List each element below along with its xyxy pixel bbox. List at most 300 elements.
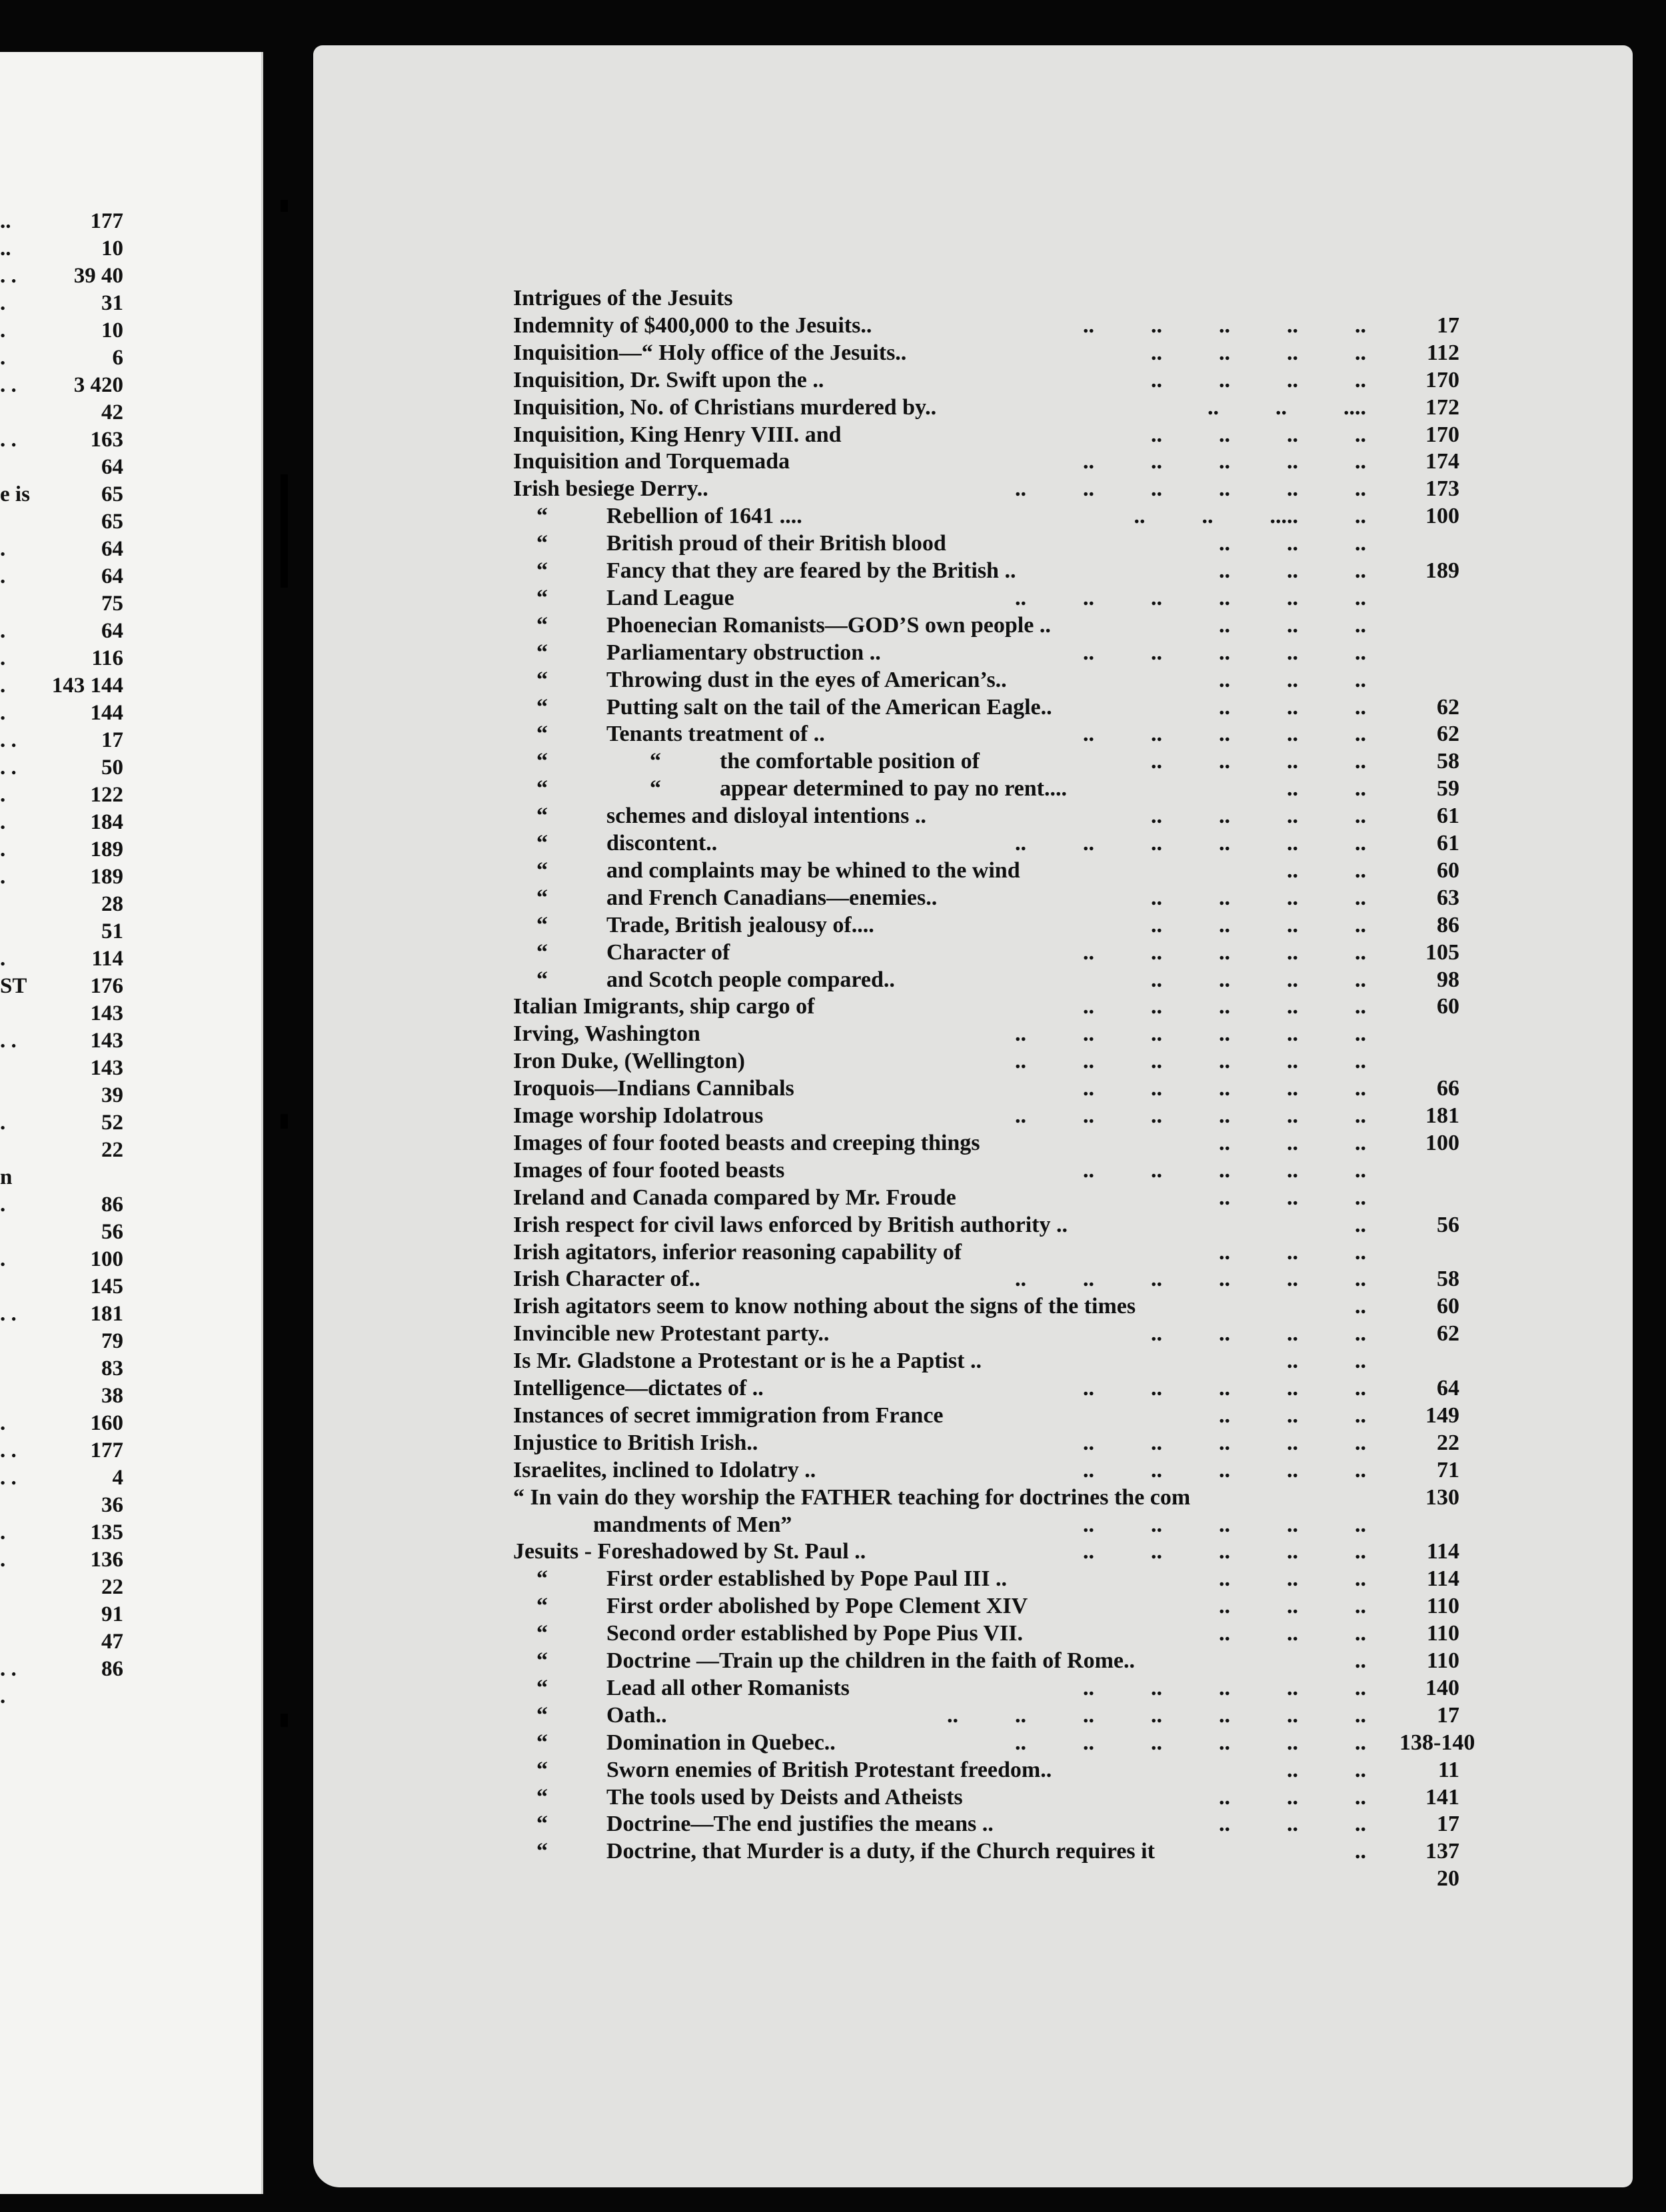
entry-text: Intelligence—dictates of .. bbox=[513, 1376, 764, 1400]
entry-text: Images of four footed beasts and creeping things bbox=[513, 1130, 980, 1155]
entry-text: Inquisition—“ Holy office of the Jesuits.. bbox=[513, 340, 907, 365]
page-number: 141 bbox=[1425, 1784, 1459, 1810]
index-entry bbox=[313, 1321, 1633, 1347]
entry-text: First order established by Pope Paul III .. bbox=[606, 1566, 1008, 1592]
entry-text: Rebellion of 1641 .... bbox=[606, 504, 802, 529]
entry-text: Oath.. bbox=[606, 1702, 667, 1728]
leader-dots: .. .. .. .. .. bbox=[1083, 939, 1366, 965]
entry-text: Domination in Quebec.. bbox=[606, 1730, 836, 1755]
left-index-row bbox=[0, 235, 253, 262]
entry-text: Intrigues of the Jesuits bbox=[513, 286, 733, 310]
page-number: 112 bbox=[1426, 340, 1459, 365]
index-entry bbox=[313, 1866, 1633, 1892]
left-index-row bbox=[0, 700, 253, 726]
index-entry bbox=[313, 721, 1633, 748]
left-page-number: 50 bbox=[101, 756, 123, 780]
left-index-fragment: . bbox=[0, 947, 6, 971]
leader-dots: .. .. .. bbox=[1219, 1185, 1366, 1210]
page-number: 64 bbox=[1437, 1376, 1459, 1400]
ditto-mark: “ bbox=[536, 1839, 548, 1864]
entry-text: Parliamentary obstruction .. bbox=[606, 640, 881, 665]
left-index-row bbox=[0, 263, 253, 289]
entry-text: Phoenecian Romanists—GOD’S own people .. bbox=[606, 612, 1051, 638]
left-index-fragment: n bbox=[0, 1165, 13, 1189]
left-page-number: 143 144 bbox=[51, 674, 123, 698]
leader-dots: .. bbox=[1355, 1648, 1366, 1673]
page-number: 100 bbox=[1425, 1130, 1459, 1155]
leader-dots: .. .. .. .. bbox=[1151, 1321, 1366, 1347]
leader-dots: .. .. .. .. bbox=[1151, 422, 1366, 447]
entry-text: Doctrine, that Murder is a duty, if the Church requires it bbox=[606, 1839, 1155, 1864]
index-entry bbox=[313, 1593, 1633, 1620]
index-entry bbox=[313, 1512, 1633, 1538]
entry-text: Iroquois—Indians Cannibals bbox=[513, 1076, 794, 1101]
entry-text: appear determined to pay no rent.... bbox=[720, 776, 1068, 802]
index-entry bbox=[313, 885, 1633, 911]
left-page-number: 160 bbox=[90, 1411, 123, 1435]
left-page-number: 135 bbox=[90, 1520, 123, 1544]
leader-dots: .. .. .. .. .. .. .. bbox=[947, 1702, 1366, 1728]
index-entry bbox=[313, 803, 1633, 830]
leader-dots: .. .. bbox=[1287, 1757, 1366, 1782]
leader-dots: .. .. .. .. .. .. bbox=[1015, 831, 1366, 855]
ditto-mark: “ bbox=[536, 1648, 548, 1673]
left-index-fragment: . bbox=[0, 564, 6, 588]
page-number: 58 bbox=[1437, 749, 1459, 774]
left-page-number: 42 bbox=[101, 400, 123, 424]
left-page-number: 17 bbox=[101, 728, 123, 752]
page-number: 114 bbox=[1426, 1539, 1459, 1564]
left-index-fragment: . bbox=[0, 783, 6, 807]
left-index-row bbox=[0, 1164, 253, 1191]
index-entry bbox=[313, 1075, 1633, 1102]
index-entry bbox=[313, 1457, 1633, 1484]
page-number: 140 bbox=[1425, 1675, 1459, 1700]
ditto-mark: “ bbox=[536, 558, 548, 583]
left-page-number: 122 bbox=[90, 783, 123, 807]
left-page-number: 64 bbox=[101, 564, 123, 588]
entry-text: Second order established by Pope Pius VII. bbox=[606, 1621, 1023, 1646]
left-index-fragment: . bbox=[0, 1111, 6, 1135]
left-index-row bbox=[0, 891, 253, 917]
leader-dots: .. .. .. bbox=[1219, 1239, 1366, 1265]
leader-dots: .. .. bbox=[1287, 857, 1366, 883]
index-entry bbox=[313, 640, 1633, 666]
page-number: 71 bbox=[1437, 1457, 1459, 1482]
binding-mark bbox=[281, 1114, 288, 1129]
left-index-row bbox=[0, 672, 253, 699]
left-index-row bbox=[0, 945, 253, 972]
leader-dots: .. .. .. bbox=[1219, 1566, 1366, 1592]
page-number: 98 bbox=[1437, 967, 1459, 992]
entry-text: Iron Duke, (Wellington) bbox=[513, 1049, 745, 1074]
left-page-number: 114 bbox=[91, 947, 123, 971]
page-number: 137 bbox=[1425, 1839, 1459, 1864]
index-entry bbox=[313, 558, 1633, 584]
leader-dots: .. .. .. .. .. bbox=[1083, 449, 1366, 474]
left-index-fragment: . bbox=[0, 1548, 6, 1572]
left-index-fragment: . . bbox=[0, 1029, 17, 1053]
ditto-mark: “ bbox=[536, 667, 548, 692]
left-index-fragment: . bbox=[0, 701, 6, 725]
left-index-row bbox=[0, 508, 253, 535]
index-page bbox=[313, 45, 1633, 2187]
entry-text: Inquisition and Torquemada bbox=[513, 449, 790, 474]
left-index-row bbox=[0, 290, 253, 316]
index-entry bbox=[313, 1730, 1633, 1756]
ditto-mark: “ bbox=[536, 612, 548, 638]
ditto-mark: “ bbox=[536, 1702, 548, 1728]
index-entry bbox=[313, 503, 1633, 530]
left-index-row bbox=[0, 645, 253, 672]
ditto-mark: “ bbox=[650, 776, 662, 802]
left-index-row bbox=[0, 863, 253, 890]
page-number: 17 bbox=[1437, 312, 1459, 338]
page-number: 17 bbox=[1437, 1812, 1459, 1837]
left-page-number: 39 40 bbox=[73, 264, 123, 288]
page-number: 56 bbox=[1437, 1212, 1459, 1237]
entry-text: Injustice to British Irish.. bbox=[513, 1430, 758, 1455]
leader-dots: .. .. .. .. bbox=[1151, 340, 1366, 365]
entry-text: schemes and disloyal intentions .. bbox=[606, 804, 926, 829]
left-index-row bbox=[0, 1027, 253, 1054]
index-entry bbox=[313, 667, 1633, 694]
left-index-row bbox=[0, 1109, 253, 1136]
left-index-row bbox=[0, 1273, 253, 1300]
left-index-row bbox=[0, 1519, 253, 1546]
index-entry bbox=[313, 530, 1633, 557]
left-page-number: 83 bbox=[101, 1357, 123, 1381]
left-page-number: 189 bbox=[90, 865, 123, 889]
index-entry bbox=[313, 1239, 1633, 1266]
index-list bbox=[313, 45, 1633, 2187]
index-entry bbox=[313, 939, 1633, 966]
left-index-row bbox=[0, 317, 253, 344]
left-index-fragment: . . bbox=[0, 264, 17, 288]
left-index-fragment: . . bbox=[0, 1438, 17, 1462]
left-page-number: 65 bbox=[101, 510, 123, 534]
left-page-number: 22 bbox=[101, 1575, 123, 1599]
leader-dots: .. .. .. .. .. bbox=[1083, 1430, 1366, 1455]
left-page-number: 31 bbox=[101, 291, 123, 315]
left-page-number: 184 bbox=[90, 810, 123, 834]
entry-text: Israelites, inclined to Idolatry .. bbox=[513, 1457, 816, 1482]
left-page-number: 65 bbox=[101, 482, 123, 506]
page-number: 58 bbox=[1437, 1267, 1459, 1292]
ditto-mark: “ bbox=[536, 885, 548, 910]
left-page-number: 143 bbox=[90, 1029, 123, 1053]
left-index-row bbox=[0, 399, 253, 426]
ditto-mark: “ bbox=[650, 749, 662, 774]
left-index-row bbox=[0, 426, 253, 453]
left-index-fragment: . bbox=[0, 537, 6, 561]
left-index-row bbox=[0, 782, 253, 808]
page-number: 86 bbox=[1437, 912, 1459, 937]
left-index-row bbox=[0, 1219, 253, 1245]
left-page-number: 10 bbox=[101, 237, 123, 261]
leader-dots: .. .. .. bbox=[1219, 1812, 1366, 1837]
left-page-number: 177 bbox=[90, 209, 123, 233]
entry-text: mandments of Men” bbox=[593, 1512, 792, 1537]
index-entry bbox=[313, 1021, 1633, 1047]
index-entry bbox=[313, 1484, 1633, 1511]
index-entry bbox=[313, 694, 1633, 721]
left-index-row bbox=[0, 1546, 253, 1573]
ditto-mark: “ bbox=[536, 585, 548, 610]
page-number: 60 bbox=[1437, 1294, 1459, 1319]
ditto-mark: “ bbox=[536, 804, 548, 829]
left-page-number: 143 bbox=[90, 1056, 123, 1080]
page-number: 174 bbox=[1425, 449, 1459, 474]
left-index-fragment: . bbox=[0, 810, 6, 834]
left-index-row bbox=[0, 1055, 253, 1081]
binding-mark bbox=[281, 1714, 288, 1727]
index-entry bbox=[313, 1103, 1633, 1129]
leader-dots: .. .. .. .. .. bbox=[1083, 1457, 1366, 1482]
left-index-fragment: . bbox=[0, 346, 6, 370]
index-entry bbox=[313, 1784, 1633, 1811]
leader-dots: .. .. .. .. bbox=[1151, 367, 1366, 392]
index-entry bbox=[313, 1430, 1633, 1456]
index-entry bbox=[313, 1648, 1633, 1674]
leader-dots: .. .. .. .. .. bbox=[1083, 1512, 1366, 1537]
left-page-number: 176 bbox=[90, 974, 123, 998]
index-entry bbox=[313, 1702, 1633, 1729]
page-number: 149 bbox=[1425, 1402, 1459, 1428]
leader-dots: .. bbox=[1355, 1839, 1366, 1864]
ditto-mark: “ bbox=[536, 694, 548, 720]
page-number: 63 bbox=[1437, 885, 1459, 910]
binding-mark bbox=[281, 474, 288, 588]
entry-text: British proud of their British blood bbox=[606, 531, 946, 556]
leader-dots: .. .. bbox=[1287, 1349, 1366, 1374]
left-index-row bbox=[0, 1574, 253, 1600]
leader-dots: .. .. .. .. .. bbox=[1083, 1539, 1366, 1564]
entry-text: Doctrine—The end justifies the means .. bbox=[606, 1812, 994, 1837]
ditto-mark: “ bbox=[536, 504, 548, 529]
index-entry bbox=[313, 1757, 1633, 1784]
entry-text: Fancy that they are feared by the British .. bbox=[606, 558, 1016, 583]
left-page-number: 189 bbox=[90, 837, 123, 861]
ditto-mark: “ bbox=[536, 912, 548, 937]
page-number: 17 bbox=[1437, 1702, 1459, 1728]
leader-dots: .. .. .. .. .. .. bbox=[1015, 1267, 1366, 1292]
left-index-fragment: ST bbox=[0, 974, 27, 998]
index-entry bbox=[313, 1185, 1633, 1211]
entry-text: Putting salt on the tail of the American Eagle.. bbox=[606, 694, 1052, 720]
left-page-number: 163 bbox=[90, 428, 123, 452]
left-index-row bbox=[0, 1601, 253, 1628]
index-entry bbox=[313, 585, 1633, 612]
left-page-number: 145 bbox=[90, 1275, 123, 1299]
entry-text: The tools used by Deists and Atheists bbox=[606, 1784, 963, 1810]
leader-dots: .. .. .. .. .. bbox=[1083, 1157, 1366, 1183]
left-index-row bbox=[0, 1656, 253, 1682]
page-number: 105 bbox=[1425, 939, 1459, 965]
left-index-fragment: . bbox=[0, 1193, 6, 1217]
left-page-number: 86 bbox=[101, 1657, 123, 1681]
left-index-row bbox=[0, 208, 253, 235]
entry-text: Inquisition, King Henry VIII. and bbox=[513, 422, 842, 447]
index-entry bbox=[313, 394, 1633, 421]
index-entry bbox=[313, 1157, 1633, 1184]
index-entry bbox=[313, 1566, 1633, 1592]
entry-text: Images of four footed beasts bbox=[513, 1157, 785, 1183]
left-page-number: 144 bbox=[90, 701, 123, 725]
left-index-row bbox=[0, 590, 253, 617]
left-index-fragment: . . bbox=[0, 1657, 17, 1681]
entry-text: Inquisition, Dr. Swift upon the .. bbox=[513, 367, 824, 392]
index-entry bbox=[313, 857, 1633, 884]
page-number: 61 bbox=[1437, 831, 1459, 855]
index-entry bbox=[313, 448, 1633, 475]
left-index-fragment: . . bbox=[0, 728, 17, 752]
left-index-fragment: . . bbox=[0, 373, 17, 397]
entry-text: Jesuits - Foreshadowed by St. Paul .. bbox=[513, 1539, 866, 1564]
left-index-fragment: . bbox=[0, 646, 6, 670]
left-page-number: 79 bbox=[101, 1329, 123, 1353]
left-index-row bbox=[0, 727, 253, 754]
leader-dots: .. .. .. .. .. bbox=[1083, 1675, 1366, 1700]
index-entry bbox=[313, 1130, 1633, 1157]
page-number: 62 bbox=[1437, 694, 1459, 720]
ditto-mark: “ bbox=[536, 531, 548, 556]
page-number: 110 bbox=[1426, 1594, 1459, 1619]
left-index-fragment: . bbox=[0, 619, 6, 643]
page-number: 66 bbox=[1437, 1076, 1459, 1101]
entry-text: Irish besiege Derry.. bbox=[513, 476, 708, 502]
left-page-number: 56 bbox=[101, 1220, 123, 1244]
entry-text: Sworn enemies of British Protestant freedom.. bbox=[606, 1757, 1052, 1782]
left-page-number: 47 bbox=[101, 1630, 123, 1654]
index-entry bbox=[313, 1266, 1633, 1293]
left-index-row bbox=[0, 1437, 253, 1464]
left-page-number: 51 bbox=[101, 919, 123, 943]
left-index-row bbox=[0, 344, 253, 371]
leader-dots: .. .. .. bbox=[1219, 1784, 1366, 1810]
left-index-row bbox=[0, 1628, 253, 1655]
entry-text: Trade, British jealousy of.... bbox=[606, 912, 874, 937]
ditto-mark: “ bbox=[536, 749, 548, 774]
left-index-row bbox=[0, 973, 253, 999]
left-page-number: 136 bbox=[90, 1548, 123, 1572]
page-number: 110 bbox=[1426, 1648, 1459, 1673]
index-entry bbox=[313, 776, 1633, 802]
ditto-mark: “ bbox=[536, 722, 548, 747]
ditto-mark: “ bbox=[536, 1784, 548, 1810]
ditto-mark: “ bbox=[536, 640, 548, 665]
entry-text: First order abolished by Pope Clement XIV bbox=[606, 1594, 1028, 1619]
index-entry bbox=[313, 1348, 1633, 1375]
leader-dots: .. .. .. .. .. bbox=[1083, 640, 1366, 665]
page-number: 110 bbox=[1426, 1621, 1459, 1646]
left-index-row bbox=[0, 1464, 253, 1491]
left-index-fragment: . . bbox=[0, 428, 17, 452]
entry-text: Instances of secret immigration from France bbox=[513, 1402, 944, 1428]
left-index-row bbox=[0, 536, 253, 562]
page-number: 130 bbox=[1425, 1484, 1459, 1510]
ditto-mark: “ bbox=[536, 1621, 548, 1646]
left-index-row bbox=[0, 1410, 253, 1436]
leader-dots: .. .. .. .. bbox=[1151, 749, 1366, 774]
entry-text: Italian Imigrants, ship cargo of bbox=[513, 994, 815, 1019]
entry-text: the comfortable position of bbox=[720, 749, 980, 774]
page-number: 20 bbox=[1437, 1866, 1459, 1892]
leader-dots: .. bbox=[1355, 1294, 1366, 1319]
leader-dots: .. .. .. .. .. .. bbox=[1015, 1730, 1366, 1755]
ditto-mark: “ bbox=[536, 776, 548, 802]
leader-dots: .. .. .. .. bbox=[1151, 885, 1366, 910]
entry-text: Tenants treatment of .. bbox=[606, 722, 825, 747]
entry-text: Doctrine —Train up the children in the faith of Rome.. bbox=[606, 1648, 1135, 1673]
entry-text: “ In vain do they worship the FATHER teaching for doctrines the com bbox=[513, 1484, 1191, 1510]
ditto-mark: “ bbox=[536, 1566, 548, 1592]
index-entry bbox=[313, 1675, 1633, 1702]
left-index-row bbox=[0, 372, 253, 398]
left-index-fragment: . bbox=[0, 291, 6, 315]
entry-text: discontent.. bbox=[606, 831, 718, 855]
page-number: 62 bbox=[1437, 1321, 1459, 1347]
entry-text: Land League bbox=[606, 585, 734, 610]
left-page-number: 52 bbox=[101, 1111, 123, 1135]
entry-text: and complaints may be whined to the wind bbox=[606, 857, 1020, 883]
leader-dots: .. .. .. .. .. .. bbox=[1015, 1103, 1366, 1128]
ditto-mark: “ bbox=[536, 857, 548, 883]
left-index-row bbox=[0, 1301, 253, 1327]
entry-text: Throwing dust in the eyes of American’s.. bbox=[606, 667, 1007, 692]
left-index-row bbox=[0, 454, 253, 480]
leader-dots: .. .. ..... .. bbox=[1134, 504, 1366, 529]
left-index-fragment: . bbox=[0, 318, 6, 342]
left-page-number: 86 bbox=[101, 1193, 123, 1217]
entry-text: Invincible new Protestant party.. bbox=[513, 1321, 830, 1347]
left-index-row bbox=[0, 1191, 253, 1218]
leader-dots: .. .. .. bbox=[1219, 531, 1366, 556]
index-entry bbox=[313, 285, 1633, 312]
left-page-number: 28 bbox=[101, 892, 123, 916]
left-index-row bbox=[0, 481, 253, 508]
left-index-row bbox=[0, 1000, 253, 1027]
leader-dots: .. .. .. bbox=[1219, 1130, 1366, 1155]
left-index-fragment: . bbox=[0, 674, 6, 698]
ditto-mark: “ bbox=[536, 1594, 548, 1619]
ditto-mark: “ bbox=[536, 1730, 548, 1755]
left-index-row bbox=[0, 618, 253, 644]
page-number: 60 bbox=[1437, 994, 1459, 1019]
index-entry bbox=[313, 1048, 1633, 1075]
index-entry bbox=[313, 1620, 1633, 1647]
left-page-number: 64 bbox=[101, 537, 123, 561]
index-entry bbox=[313, 1212, 1633, 1239]
index-entry bbox=[313, 830, 1633, 857]
index-entry bbox=[313, 1293, 1633, 1320]
page-number: 138-140 bbox=[1399, 1730, 1475, 1755]
left-page-number: 177 bbox=[90, 1438, 123, 1462]
leader-dots: .. .. .... bbox=[1208, 394, 1366, 420]
leader-dots: .. .. .. .. bbox=[1151, 804, 1366, 829]
index-entry bbox=[313, 612, 1633, 639]
leader-dots: .. .. .. bbox=[1219, 1402, 1366, 1428]
ditto-mark: “ bbox=[536, 967, 548, 992]
left-index-row bbox=[0, 1382, 253, 1409]
leader-dots: .. .. .. .. .. .. bbox=[1015, 585, 1366, 610]
left-page-number: 22 bbox=[101, 1138, 123, 1162]
left-index-fragment: . bbox=[0, 865, 6, 889]
page-number: 173 bbox=[1425, 476, 1459, 502]
entry-text: Indemnity of $400,000 to the Jesuits.. bbox=[513, 312, 872, 338]
page-number: 62 bbox=[1437, 722, 1459, 747]
left-index-fragment: . . bbox=[0, 756, 17, 780]
